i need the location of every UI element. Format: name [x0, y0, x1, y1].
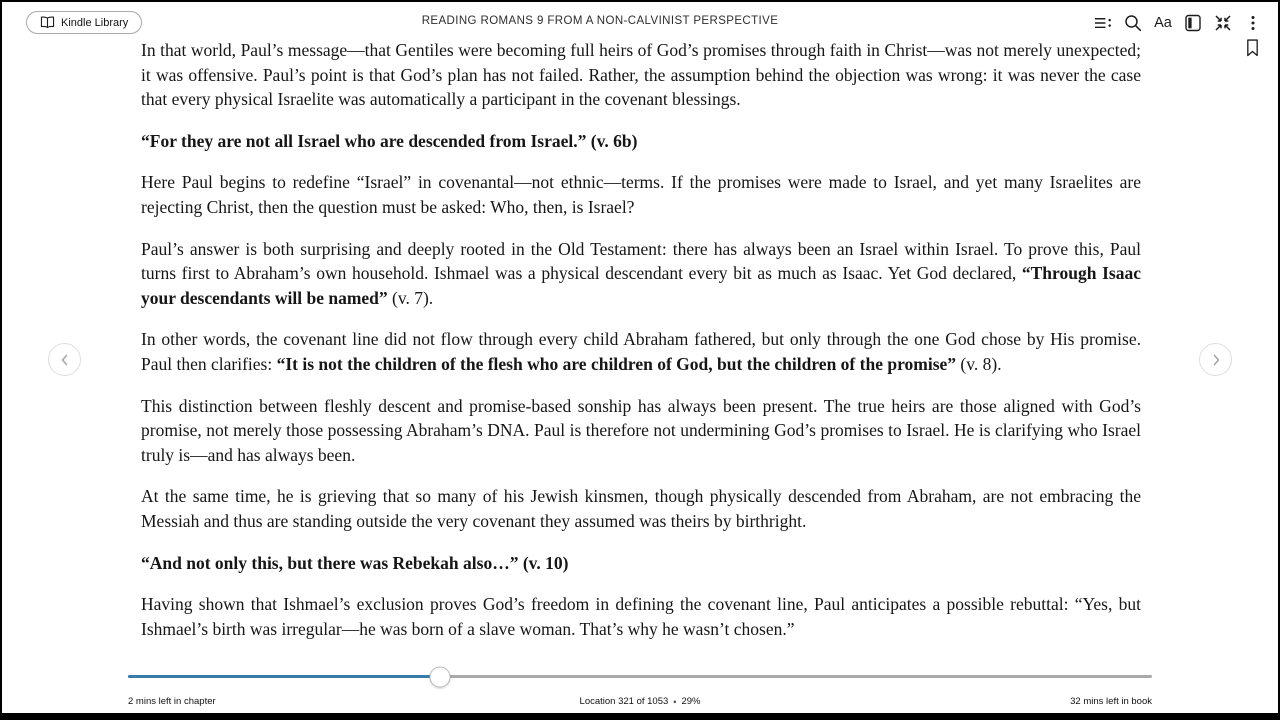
percent-read: 29% [681, 696, 701, 707]
collapse-fullscreen-icon [1214, 14, 1232, 32]
toc-notes-icon [1094, 14, 1113, 32]
reader-window [2, 2, 1278, 713]
open-book-icon [40, 16, 55, 29]
location-status [128, 696, 1152, 707]
status-separator: • [673, 696, 677, 707]
progress-slider-handle[interactable] [430, 666, 451, 687]
toc-notes-button[interactable] [1088, 9, 1118, 36]
chapter-time-left: 2 mins left in chapter [128, 696, 216, 707]
heading: “For they are not all Israel who are descended from Israel.” (v. 6b) [141, 130, 638, 151]
font-settings-button[interactable] [1148, 9, 1178, 36]
next-page-button[interactable] [1199, 343, 1232, 376]
page-layout-icon [1184, 14, 1202, 32]
paragraph: In other words, the covenant line did not flow through every child Abraham fathered, but only through the one God chose by His promise. Paul then clarifies: “It is not the children of the flesh who are children of God, but the children of the promise” (v. 8). [141, 329, 1141, 374]
top-toolbar [2, 8, 1278, 38]
book-time-left: 32 mins left in book [1070, 696, 1152, 707]
paragraph: Here Paul begins to redefine “Israel” in covenantal—not ethnic—terms. If the promises were made to Israel, and yet many Israelites are rejecting Christ, then the question must be asked: Who, then, is Israel? [141, 172, 1141, 217]
book-title: READING ROMANS 9 FROM A NON-CALVINIST PERSPECTIVE [421, 15, 779, 27]
progress-slider[interactable] [128, 675, 1152, 678]
location-text: Location 321 of 1053 [579, 696, 669, 707]
status-bar [128, 696, 1152, 708]
search-icon [1124, 14, 1142, 32]
paragraph: Having shown that Ishmael’s exclusion proves God’s freedom in defining the covenant line, Paul anticipates a possible rebuttal: “Yes, but Ishmael’s birth was irregular—he was born of a slave woman. That’s why he wasn’t chosen.” [141, 594, 1141, 639]
chevron-right-icon [1208, 352, 1224, 368]
chevron-left-icon [57, 352, 73, 368]
heading: “And not only this, but there was Rebekah also…” (v. 10) [141, 552, 569, 573]
paragraph: In that world, Paul’s message—that Gentiles were becoming full heirs of God’s promises through faith in Christ—was not merely unexpected; it was offensive. Paul’s point is that God’s plan has not failed. Rather, the assumption behind the objection was wrong: it was never the case that every physical Israelite was automatically a participant in the covenant blessings. [141, 40, 1141, 110]
overflow-menu-button[interactable] [1238, 9, 1268, 36]
bookmark-button[interactable] [1242, 38, 1262, 62]
kindle-library-label: Kindle Library [61, 16, 129, 29]
bookmark-icon [1245, 38, 1260, 58]
font-settings-icon: Aa [1154, 14, 1172, 31]
page-layout-button[interactable] [1178, 9, 1208, 36]
text-column [141, 38, 1141, 658]
progress-slider-fill [128, 675, 440, 678]
search-button[interactable] [1118, 9, 1148, 36]
collapse-fullscreen-button[interactable] [1208, 9, 1238, 36]
previous-page-button[interactable] [48, 343, 81, 376]
overflow-menu-icon [1244, 14, 1262, 32]
paragraph: This distinction between fleshly descent and promise-based sonship has always been present. The true heirs are those aligned with God’s promise, not merely those possessing Abraham’s DNA. Paul is therefore not undermining God’s promises to Israel. He is clarifying who Israel truly is—and has always been. [141, 395, 1141, 465]
kindle-library-button[interactable] [26, 11, 142, 34]
paragraph: At the same time, he is grieving that so many of his Jewish kinsmen, though physically descended from Abraham, are not embracing the Messiah and thus are standing outside the very covenant they assumed was theirs by birthright. [141, 486, 1141, 531]
toolbar-icon-row [1088, 9, 1268, 36]
paragraph: Paul’s answer is both surprising and deeply rooted in the Old Testament: there has always been an Israel within Israel. To prove this, Paul turns first to Abraham’s own household. Ishmael was a physical descendant every bit as much as Isaac. Yet God declared, “Through Isaac your descendants will be named” (v. 7). [141, 238, 1141, 308]
